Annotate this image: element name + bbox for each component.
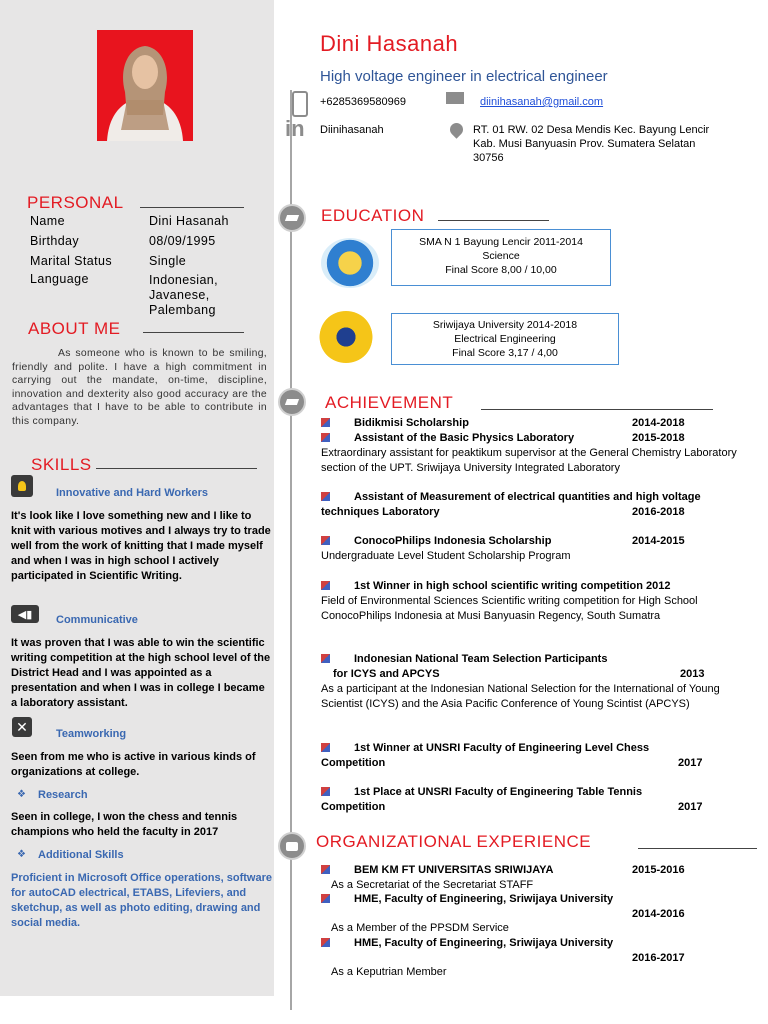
address-line: 30756 — [473, 152, 504, 164]
graduation-cap-icon — [278, 388, 306, 416]
bullet-icon — [321, 654, 330, 663]
university-logo — [319, 311, 373, 363]
bullet-icon — [321, 581, 330, 590]
achievement-desc: Field of Environmental Sciences Scientific writing competition for High School ConocoPhilips Indonesia at Musi Banyuasin Regency, South Sumatra — [321, 595, 698, 622]
graduation-cap-icon — [278, 204, 306, 232]
achievement-year: 2014-2015 — [632, 535, 685, 547]
organization-role: As a Member of the PPSDM Service — [331, 922, 509, 934]
achievement-sub: Competition — [321, 801, 386, 813]
bullet-icon — [321, 536, 330, 545]
language-line: Palembang — [149, 303, 216, 317]
bullet-icon — [321, 418, 330, 427]
personal-value: Dini Hasanah — [149, 214, 229, 228]
organization-year: 2014-2016 — [632, 908, 685, 920]
organization-role: As a Keputrian Member — [331, 966, 447, 978]
lightbulb-icon — [11, 475, 33, 497]
divider — [481, 409, 713, 410]
divider — [143, 332, 244, 333]
megaphone-icon: ◀▮ — [11, 605, 39, 623]
achievement-desc: Extraordinary assistant for peaktikum supervisor at the General Chemistry Laboratory section of the UPT. Sriwijaya University Integrated Laboratory — [321, 447, 737, 474]
skills-heading: SKILLS — [31, 455, 92, 474]
organization-title: HME, Faculty of Engineering, Sriwijaya University — [354, 893, 614, 905]
personal-row — [30, 214, 65, 228]
skill-text: Proficient in Microsoft Office operations, software for autoCAD electrical, ETABS, Lifeviers, and sketchup, as well as photo editing, drawing and social media. — [11, 872, 272, 929]
achievement-item — [321, 579, 671, 594]
skill-text: It was proven that I was able to win the scientific writing competition at the high school level of the District Head and I was appointed as a presentation and when I was in college I became a laboratory assistant. — [11, 637, 271, 709]
achievement-heading: ACHIEVEMENT — [325, 393, 454, 412]
about-text: As someone who is known to be smiling, friendly and polite. I have a high commitment in carrying out the mandate, on-time, discipline, innovation and dexterity also good accuracy are the advantages that I have to be able to contribute in this company. — [12, 348, 267, 427]
skill-title: Innovative and Hard Workers — [56, 487, 209, 499]
organization-heading: ORGANIZATIONAL EXPERIENCE — [316, 832, 592, 851]
achievement-year: 2014-2018 — [632, 417, 685, 429]
achievement-sub: for ICYS and APCYS — [333, 668, 440, 680]
achievement-title: ConocoPhilips Indonesia Scholarship — [354, 535, 552, 547]
education-line: Final Score 8,00 / 10,00 — [445, 264, 557, 276]
personal-value: Single — [149, 254, 187, 268]
bullet-icon — [321, 433, 330, 442]
email-link[interactable]: diinihasanah@gmail.com — [480, 96, 604, 108]
achievement-title: 1st Winner at UNSRI Faculty of Engineering Level Chess — [354, 742, 650, 754]
bullet-icon — [321, 492, 330, 501]
address — [473, 123, 709, 165]
linkedin-username: Diinihasanah — [320, 124, 384, 136]
linkedin-icon: in — [285, 116, 305, 141]
divider — [140, 207, 244, 208]
achievement-title: Assistant of the Basic Physics Laboratory — [354, 432, 575, 444]
skill-title: Additional Skills — [38, 849, 124, 861]
skill-title: Research — [38, 789, 88, 801]
skill-title: Communicative — [56, 614, 138, 626]
bullet-icon — [321, 743, 330, 752]
personal-value: 08/09/1995 — [149, 234, 216, 248]
personal-value — [149, 273, 218, 318]
phone-icon — [292, 91, 308, 117]
divider — [438, 220, 549, 221]
organization-item — [321, 936, 613, 951]
bullet-icon — [321, 865, 330, 874]
organization-year: 2015-2016 — [632, 864, 685, 876]
achievement-title: 1st Place at UNSRI Faculty of Engineering Table Tennis — [354, 786, 643, 798]
school-logo — [321, 238, 379, 288]
bullet-icon — [321, 787, 330, 796]
person-name: Dini Hasanah — [320, 31, 459, 56]
achievement-desc: As a participant at the Indonesian National Selection for the International of Young Scientist (ICYS) and the Asia Pacific Conference of Young Scintist (APCYS) — [321, 683, 720, 710]
achievement-item — [321, 741, 649, 756]
achievement-item — [321, 534, 551, 549]
diamond-bullet-icon: ❖ — [17, 789, 26, 800]
job-title: High voltage engineer in electrical engineer — [320, 68, 608, 85]
address-line: Kab. Musi Banyuasin Prov. Sumatera Selatan — [473, 138, 696, 150]
bullet-icon — [321, 938, 330, 947]
achievement-year: 2017 — [678, 801, 703, 813]
education-line: Electrical Engineering — [454, 333, 556, 345]
diamond-bullet-icon: ❖ — [17, 849, 26, 860]
organization-item — [321, 892, 613, 907]
profile-photo — [97, 30, 193, 141]
achievement-title: Indonesian National Team Selection Participants — [354, 653, 608, 665]
address-line: RT. 01 RW. 02 Desa Mendis Kec. Bayung Lencir — [473, 124, 710, 136]
divider — [96, 468, 257, 469]
education-entry — [391, 313, 619, 365]
personal-label: Marital Status — [30, 254, 113, 268]
achievement-title: Bidikmisi Scholarship — [354, 417, 469, 429]
achievement-desc: Undergraduate Level Student Scholarship Program — [321, 550, 571, 562]
education-entry — [391, 229, 611, 286]
language-line: Indonesian, — [149, 273, 219, 287]
achievement-item — [321, 652, 607, 667]
achievement-year: 2013 — [680, 668, 705, 680]
personal-label: Language — [30, 272, 89, 286]
organization-role: As a Secretariat of the Secretariat STAFF — [331, 879, 534, 891]
achievement-title: 1st Winner in high school scientific writing competition 2012 — [354, 580, 671, 592]
education-line: SMA N 1 Bayung Lencir 2011-2014 — [419, 236, 583, 248]
language-line: Javanese, — [149, 288, 210, 302]
skill-text: Seen from me who is active in various kinds of organizations at college. — [11, 751, 256, 778]
skill-text: Seen in college, I won the chess and tennis champions who held the faculty in 2017 — [11, 811, 238, 838]
achievement-sub: Competition — [321, 757, 386, 769]
bullet-icon — [321, 894, 330, 903]
education-line: Science — [482, 250, 520, 262]
education-heading: EDUCATION — [321, 206, 425, 225]
organization-item — [321, 863, 553, 878]
achievement-title: Assistant of Measurement of electrical quantities and high voltage techniques Laboratory — [321, 491, 701, 518]
achievement-item — [321, 785, 642, 800]
team-icon: ✕ — [12, 717, 32, 737]
mail-icon — [446, 92, 464, 104]
divider — [638, 848, 757, 849]
personal-heading: PERSONAL — [27, 193, 124, 212]
achievement-year: 2015-2018 — [632, 432, 685, 444]
organization-title: BEM KM FT UNIVERSITAS SRIWIJAYA — [354, 864, 554, 876]
skill-text: It's look like I love something new and I like to knit with various motives and I always try to trade well from the work of knitting that I made myself and when I was in high school I actively participated in Scientific Writing. — [11, 510, 271, 582]
education-line: Sriwijaya University 2014-2018 — [432, 319, 578, 331]
organization-title: HME, Faculty of Engineering, Sriwijaya University — [354, 937, 614, 949]
skill-title: Teamworking — [56, 728, 127, 740]
personal-label: Name — [30, 214, 65, 228]
about-heading: ABOUT ME — [28, 319, 121, 338]
organization-year: 2016-2017 — [632, 952, 685, 964]
briefcase-icon — [278, 832, 306, 860]
personal-label: Birthday — [30, 234, 80, 248]
achievement-item — [321, 431, 574, 446]
phone-number: +6285369580969 — [320, 96, 406, 108]
achievement-year: 2016-2018 — [632, 506, 685, 518]
achievement-year: 2017 — [678, 757, 703, 769]
location-icon — [447, 120, 465, 138]
achievement-item — [321, 416, 469, 431]
education-line: Final Score 3,17 / 4,00 — [452, 347, 558, 359]
